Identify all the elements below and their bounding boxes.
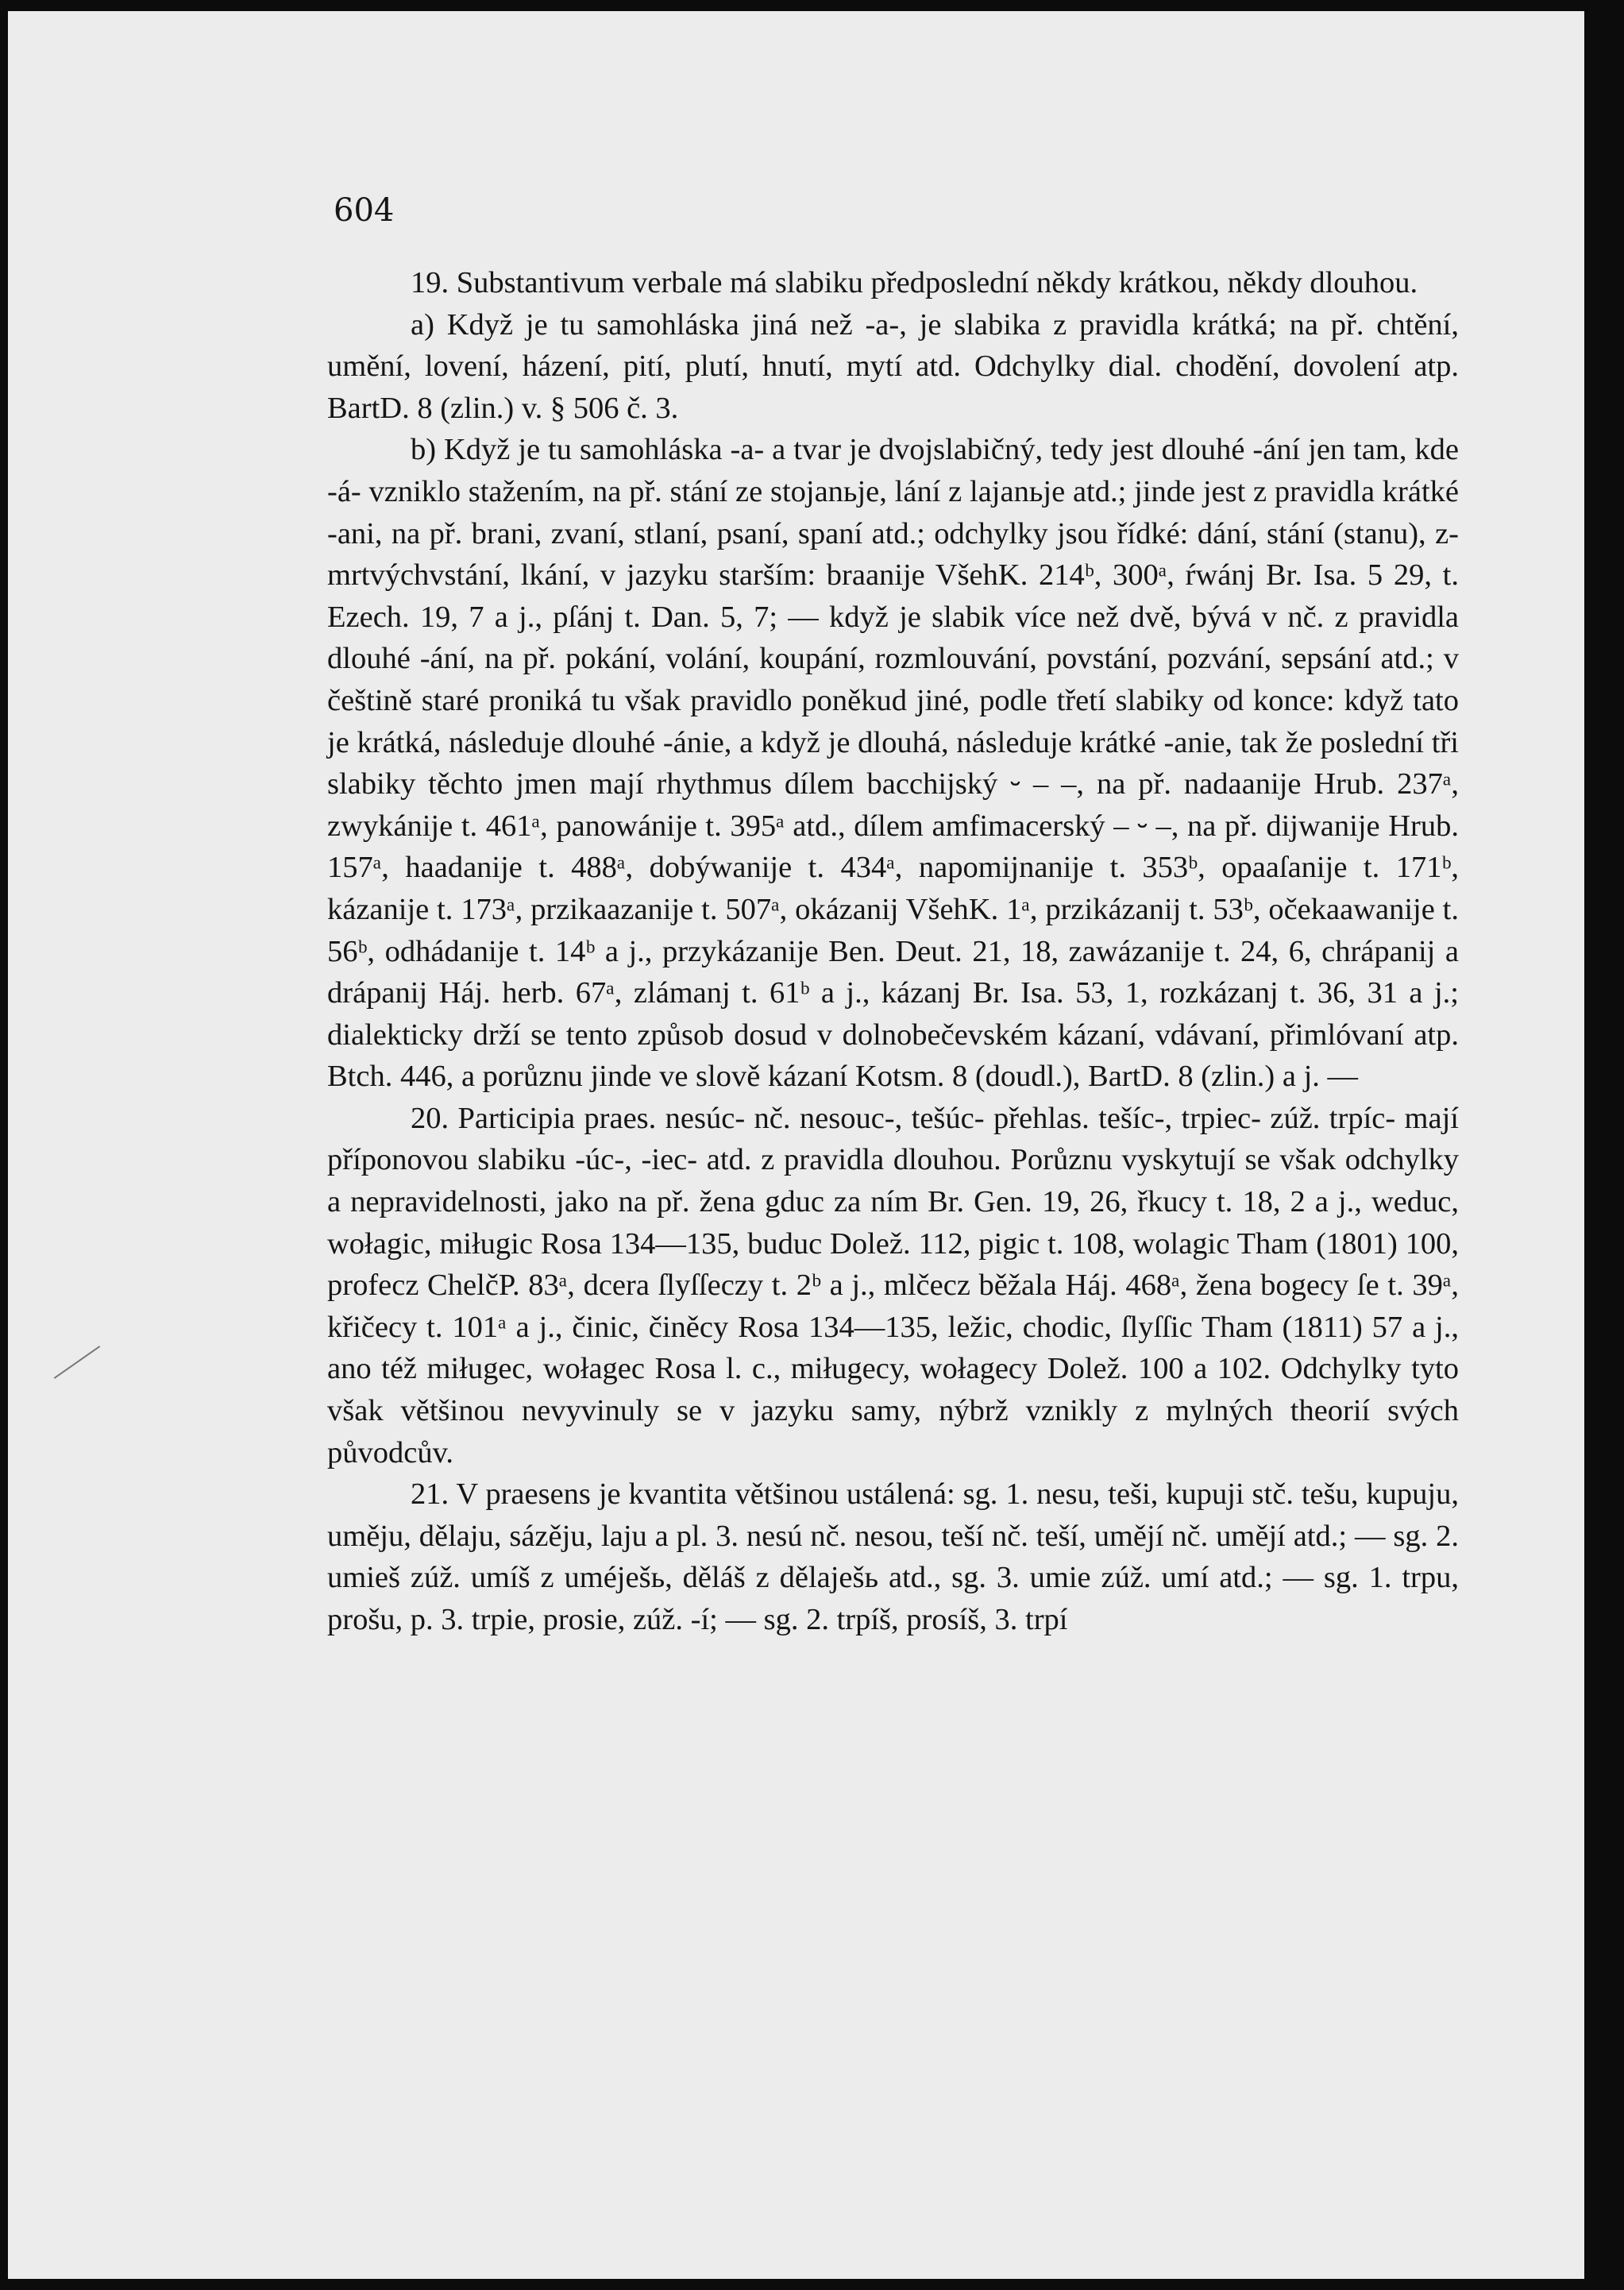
paragraph-19: 19. Substantivum verbale má slabiku předposlední někdy krátkou, někdy dlouhou. <box>411 266 1418 299</box>
page-number: 604 <box>334 192 395 229</box>
margin-pencil-mark <box>54 1346 100 1379</box>
paragraph-20: 20. Participia praes. nesúc- nč. nesouc-, tešúc- přehlas. tešíc-, trpiec- zúž. trpíc- mají příponovou slabiku -úc-, -iec- atd. z pravidla dlouhou. Porůznu vyskytují se však odchylky a nepravidelnosti, jako na př. žena gduc za ním Br. Gen. 19, 26, řkucy t. 18, 2 a j., weduc, wołagic, miługic Rosa 134—135, buduc Dolež. 112, pigic t. 108, wolagic Tham (1801) 100, profecz ChelčP. 83ᵃ, dcera ſlyſſeczy t. 2ᵇ a j., mlčecz běžala Háj. 468ᵃ, žena bogecy ſe t. 39ᵃ, křičecy t. 101ᵃ a j., činic, činěcy Rosa 134—135, ležic, chodic, ſlyſſic Tham (1811) 57 a j., ano též miługec, wołagec Rosa l. c., miługecy, wołagecy Dolež. 100 a 102. Odchylky tyto však většinou nevyvinuly se v jazyku samy, nýbrž vznikly z mylných theorií svých původcův. <box>327 1101 1459 1469</box>
book-page <box>8 11 1584 2279</box>
paragraph-19b: b) Když je tu samohláska -a- a tvar je dvojslabičný, tedy jest dlouhé -ání jen tam, kde -á- vzniklo stažením, na př. stání ze stojanьje, lání z lajanьje atd.; jinde jest z pravidla krátké -ani, na př. brani, zvaní, stlaní, psaní, spaní atd.; odchylky jsou řídké: dání, stání (stanu), z-mrtvýchvstání, lkání, v jazyku starším: braanije VšehK. 214ᵇ, 300ᵃ, ŕwánj Br. Isa. 5 29, t. Ezech. 19, 7 a j., pſánj t. Dan. 5, 7; — když je slabik více než dvě, bývá v nč. z pravidla dlouhé -ání, na př. pokání, volání, koupání, rozmlouvání, povstání, pozvání, sepsání atd.; v češtině staré proniká tu však pravidlo poněkud jiné, podle třetí slabiky od konce: když tato je krátká, následuje dlouhé -ánie, a když je dlouhá, následuje krátké -anie, tak že poslední tři slabiky těchto jmen mají rhythmus dílem bacchijský ⏑ – –, na př. nadaanije Hrub. 237ᵃ, zwykánije t. 461ᵃ, panowánije t. 395ᵃ atd., dílem amfimacerský – ⏑ –, na př. dijwanije Hrub. 157ᵃ, haadanije t. 488ᵃ, dobýwanije t. 434ᵃ, napomijnanije t. 353ᵇ, opaaſanije t. 171ᵇ, kázanije t. 173ᵃ, przikaazanije t. 507ᵃ, okázanij VšehK. 1ᵃ, przikázanij t. 53ᵇ, očekaawanije t. 56ᵇ, odhádanije t. 14ᵇ a j., przykázanije Ben. Deut. 21, 18, zawázanije t. 24, 6, chrápanij a drápanij Háj. herb. 67ᵃ, zlámanj t. 61ᵇ a j., kázanj Br. Isa. 53, 1, rozkázanj t. 36, 31 a j.; dialekticky drží se tento způsob dosud v dolnobečevském kázaní, vdávaní, přimlóvaní atp. Btch. 446, a porůznu jinde ve slově kázaní Kotsm. 8 (doudl.), BartD. 8 (zlin.) a j. — <box>327 433 1459 1094</box>
body-text <box>327 262 1459 1641</box>
paragraph-21: 21. V praesens je kvantita většinou ustálená: sg. 1. nesu, teši, kupuji stč. tešu, kupuju, uměju, dělaju, sázěju, laju a pl. 3. nesú nč. nesou, teší nč. teší, umějí nč. umějí atd.; — sg. 2. umieš zúž. umíš z uméješь, děláš z dělaješь atd., sg. 3. umie zúž. umí atd.; — sg. 1. trpu, prošu, p. 3. trpie, prosie, zúž. -í; — sg. 2. trpíš, prosíš, 3. trpí <box>327 1477 1459 1636</box>
paragraph-19a: a) Když je tu samohláska jiná než -a-, je slabika z pravidla krátká; na př. chtění, umění, lovení, házení, pití, plutí, hnutí, mytí atd. Odchylky dial. chodění, dovolení atp. BartD. 8 (zlin.) v. § 506 č. 3. <box>327 307 1459 425</box>
